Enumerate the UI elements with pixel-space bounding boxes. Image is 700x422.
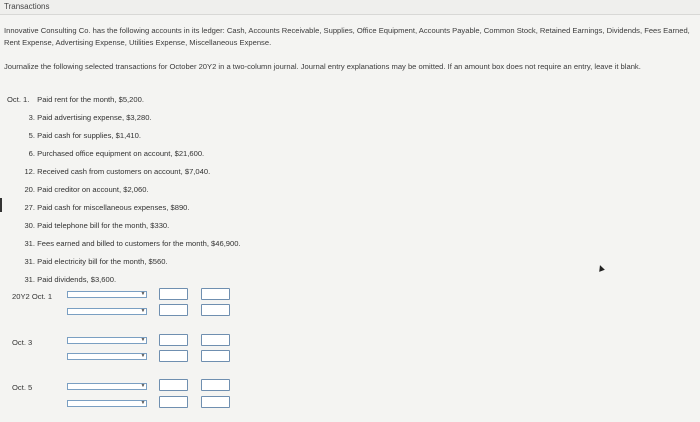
debit-amount-input[interactable] bbox=[159, 350, 188, 362]
credit-amount-input[interactable] bbox=[201, 350, 230, 362]
transaction-item: 6. Purchased office equipment on account, $21,600. bbox=[28, 149, 205, 158]
page-edge-marker bbox=[0, 198, 2, 212]
debit-amount-input[interactable] bbox=[159, 379, 188, 391]
transaction-item: Oct. 1. Paid rent for the month, $5,200. bbox=[7, 95, 144, 104]
intro-text: Innovative Consulting Co. has the following accounts in its ledger: Cash, Accounts Receivable, Supplies, Office Equipment, Accounts Payable, Common Stock, Retained Earnings, Dividends, Fees Earned, Rent Expense, Advertising Expense, Utilities Expense, Miscellaneous Expense. bbox=[4, 26, 690, 47]
transaction-item: 27. Paid cash for miscellaneous expenses, $890. bbox=[24, 203, 190, 212]
transaction-item: 31. Paid electricity bill for the month, $560. bbox=[24, 257, 168, 266]
chevron-down-icon: ▼ bbox=[140, 291, 146, 297]
journal-date-oct-1: 20Y2 Oct. 1 bbox=[12, 292, 53, 301]
debit-amount-input[interactable] bbox=[159, 288, 188, 300]
chevron-down-icon: ▼ bbox=[140, 400, 146, 406]
account-select[interactable] bbox=[67, 308, 147, 315]
chevron-down-icon: ▼ bbox=[140, 308, 146, 314]
journal-date-oct-5: Oct. 5 bbox=[12, 383, 33, 392]
credit-amount-input[interactable] bbox=[201, 334, 230, 346]
transaction-item: 3. Paid advertising expense, $3,280. bbox=[28, 113, 152, 122]
credit-amount-input[interactable] bbox=[201, 288, 230, 300]
journal-date-oct-3: Oct. 3 bbox=[12, 338, 33, 347]
chevron-down-icon: ▼ bbox=[140, 337, 146, 343]
credit-amount-input[interactable] bbox=[201, 379, 230, 391]
account-select[interactable] bbox=[67, 337, 147, 344]
credit-amount-input[interactable] bbox=[201, 304, 230, 316]
debit-amount-input[interactable] bbox=[159, 396, 188, 408]
transaction-item: 12. Received cash from customers on account, $7,040. bbox=[24, 167, 211, 176]
mouse-cursor-icon bbox=[597, 264, 605, 272]
credit-amount-input[interactable] bbox=[201, 396, 230, 408]
debit-amount-input[interactable] bbox=[159, 304, 188, 316]
transaction-item: 31. Paid dividends, $3,600. bbox=[24, 275, 117, 284]
header-bar bbox=[0, 0, 700, 15]
chevron-down-icon: ▼ bbox=[140, 383, 146, 389]
instructions-text: Journalize the following selected transactions for October 20Y2 in a two-column journal. Journal entry explanations may be omitted. If an amount box does not require an entry, leave it blank. bbox=[4, 62, 641, 71]
transaction-item: 20. Paid creditor on account, $2,060. bbox=[24, 185, 149, 194]
transaction-item: 30. Paid telephone bill for the month, $330. bbox=[24, 221, 170, 230]
account-select[interactable] bbox=[67, 383, 147, 390]
account-select[interactable] bbox=[67, 400, 147, 407]
account-select[interactable] bbox=[67, 353, 147, 360]
page-title: Transactions bbox=[4, 2, 50, 11]
debit-amount-input[interactable] bbox=[159, 334, 188, 346]
account-select[interactable] bbox=[67, 291, 147, 298]
transaction-item: 31. Fees earned and billed to customers for the month, $46,900. bbox=[24, 239, 241, 248]
chevron-down-icon: ▼ bbox=[140, 353, 146, 359]
transaction-item: 5. Paid cash for supplies, $1,410. bbox=[28, 131, 141, 140]
